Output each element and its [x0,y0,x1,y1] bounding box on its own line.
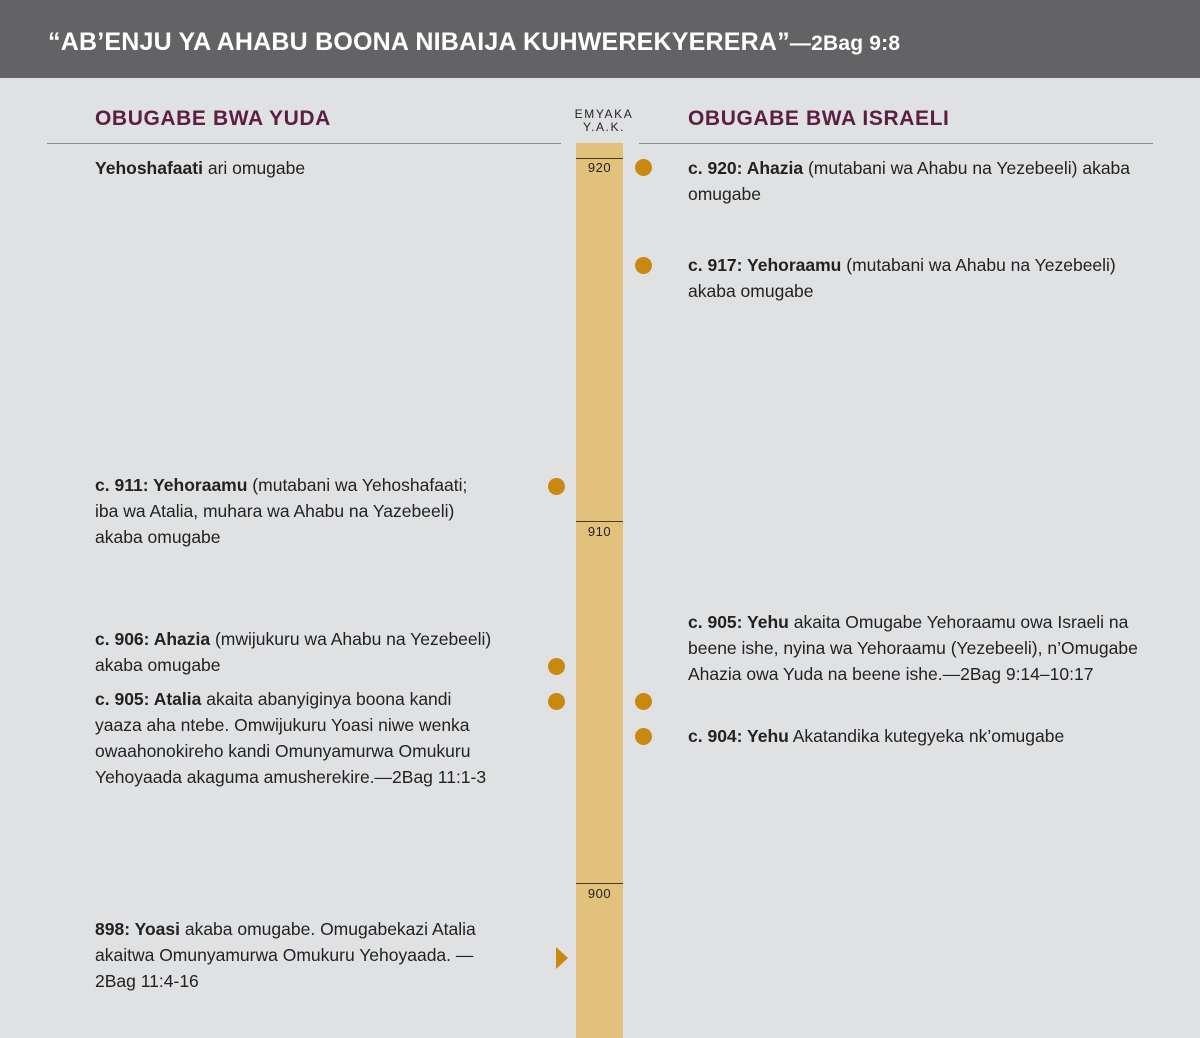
event-text: akaita Omugabe Yehoraamu owa Israeli na beene ishe, nyina wa Yehoraamu (Yezebeeli), n’Omugabe Ahazia owa Yuda na beene ishe.—2Bag 9:14–10:17 [688,612,1138,684]
timeline-tick [576,521,623,522]
event-marker-arrow [556,947,568,969]
event-text: (mutabani wa Yehoshafaati; iba wa Atalia, muhara wa Ahabu na Yazebeeli) akaba omugabe [95,475,468,547]
event-king: Ahazia [153,629,211,649]
israel-event [688,723,1158,749]
event-date: 898: [95,919,135,939]
judah-event [95,472,495,550]
event-king: Yehu [747,726,789,746]
event-marker-dot [635,257,652,274]
page-title [48,28,900,57]
judah-event [95,155,535,181]
event-text: (mutabani wa Ahabu na Yezebeeli) akaba omugabe [688,255,1116,301]
event-king: Atalia [153,689,202,709]
tick-label-920: 920 [587,160,612,175]
timeline-tick [576,158,623,159]
event-king: Ahazia [746,158,804,178]
event-date: c. 920: [688,158,747,178]
israel-event [688,252,1158,304]
tick-label-900: 900 [587,886,612,901]
israel-event [688,155,1158,207]
years-label-line1: EMYAKA [574,107,634,121]
event-marker-dot [635,728,652,745]
judah-event [95,916,500,994]
timeline-tick [576,883,623,884]
israel-event [688,609,1158,687]
event-date: c. 917: [688,255,748,275]
judah-divider [47,143,561,144]
years-label [560,108,648,134]
event-king: Yehu [747,612,789,632]
tick-label-910: 910 [587,524,612,539]
judah-column-title: OBUGABE BWA YUDA [95,107,331,130]
event-marker-dot [635,159,652,176]
event-king: Yehoraamu [747,255,842,275]
years-label-line2: Y.A.K. [582,120,626,134]
event-king: Yoasi [134,919,180,939]
event-date: c. 906: [95,629,154,649]
event-date: c. 911: [95,475,154,495]
event-date: c. 904: [688,726,748,746]
judah-event [95,686,500,790]
event-text: akaita abanyiginya boona kandi yaaza aha ntebe. Omwijukuru Yoasi niwe wenka owaahonokireho kandi Omunyamurwa Omukuru Yehoyaada akaguma amusherekire.—2Bag 11:1-3 [95,689,487,787]
timeline-bar [576,143,623,1038]
event-text: akaba omugabe. Omugabekazi Atalia akaitwa Omunyamurwa Omukuru Yehoyaada. —2Bag 11:4-16 [95,919,476,991]
event-marker-dot [548,658,565,675]
event-text: ari omugabe [202,158,306,178]
title-reference: —2Bag 9:8 [789,32,901,55]
israel-divider [639,143,1153,144]
page-header [0,0,1200,78]
israel-column-title: OBUGABE BWA ISRAELI [688,107,950,130]
event-marker-dot [635,693,652,710]
title-text: “AB’ENJU YA AHABU BOONA NIBAIJA KUHWEREKYERERA” [48,28,790,56]
event-king: Yehoshafaati [95,158,203,178]
event-text: Akatandika kutegyeka nk’omugabe [788,726,1065,746]
event-date: c. 905: [688,612,748,632]
event-marker-dot [548,693,565,710]
event-king: Yehoraamu [153,475,248,495]
event-marker-dot [548,478,565,495]
judah-event [95,626,515,678]
event-text: (mutabani wa Ahabu na Yezebeeli) akaba omugabe [688,158,1131,204]
event-text: (mwijukuru wa Ahabu na Yezebeeli) akaba omugabe [95,629,492,675]
event-date: c. 905: [95,689,154,709]
